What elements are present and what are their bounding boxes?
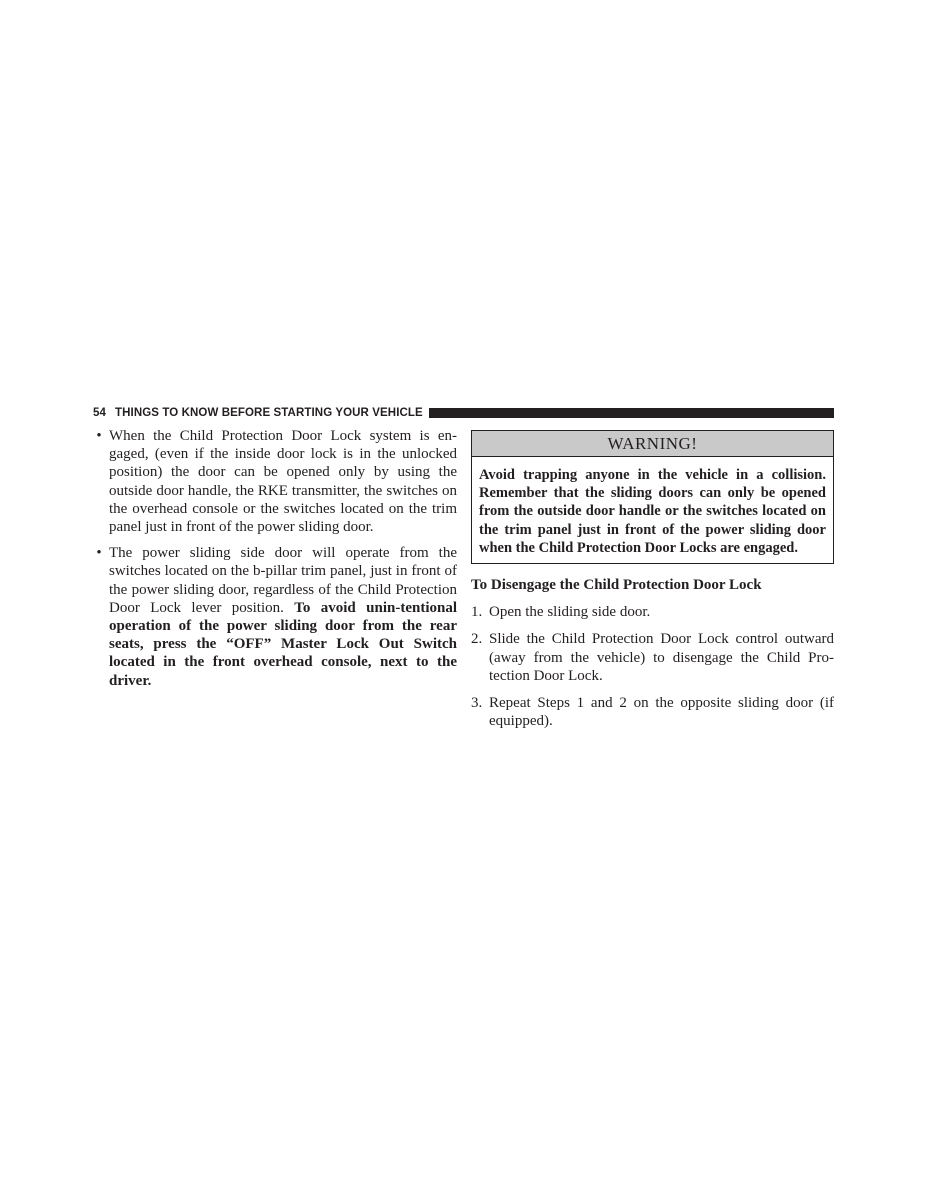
step-number: 3. <box>471 695 483 712</box>
page-header <box>93 405 834 421</box>
warning-box <box>471 430 834 564</box>
bullet-bold-text: To avoid unin-tentional operation of the power sliding door from the rear seats, press the “OFF” Master Lock Out Switch located in the front overhead console, next to the driver. <box>109 599 458 689</box>
step-text: Open the sliding side door. <box>489 604 651 621</box>
running-title: THINGS TO KNOW BEFORE STARTING YOUR VEHICLE <box>115 407 423 419</box>
page-number: 54 <box>93 407 106 419</box>
step-item <box>471 694 834 730</box>
header-rule <box>429 408 834 418</box>
left-column <box>93 427 457 698</box>
step-item <box>471 603 834 621</box>
step-text: Repeat Steps 1 and 2 on the opposite sliding door (if equipped). <box>489 695 834 730</box>
bullet-text: The power sliding side door will operate from the switches located on the b-pillar trim panel, just in front of the power sliding door, regardless of the Child Protection Door Lock lever position. <box>109 545 457 616</box>
bullet-item <box>93 427 457 536</box>
bullet-icon: • <box>96 545 102 562</box>
warning-title: WARNING! <box>472 431 833 457</box>
step-number: 2. <box>471 631 483 648</box>
step-number: 1. <box>471 604 483 621</box>
bullet-item <box>93 544 457 690</box>
warning-body: Avoid trapping anyone in the vehicle in a collision. Remember that the sliding doors can only be opened from the outside door handle or the switches located on the trim panel just in front of the power sliding door when the Child Protection Door Locks are engaged. <box>479 467 826 556</box>
bullet-icon: • <box>96 428 102 444</box>
step-item <box>471 630 834 685</box>
step-text: Slide the Child Protection Door Lock control outward (away from the vehicle) to disengage the Child Pro-tection Door Lock. <box>489 631 834 684</box>
right-column <box>471 430 834 739</box>
section-heading: To Disengage the Child Protection Door Lock <box>471 577 762 594</box>
bullet-text: When the Child Protection Door Lock system is en-gaged, (even if the inside door lock is in the unlocked position) the door can be opened only by using the outside door handle, the RKE transmitter, the switches on the overhead console or the switches located on the trim panel just in front of the power sliding door. <box>109 428 457 536</box>
